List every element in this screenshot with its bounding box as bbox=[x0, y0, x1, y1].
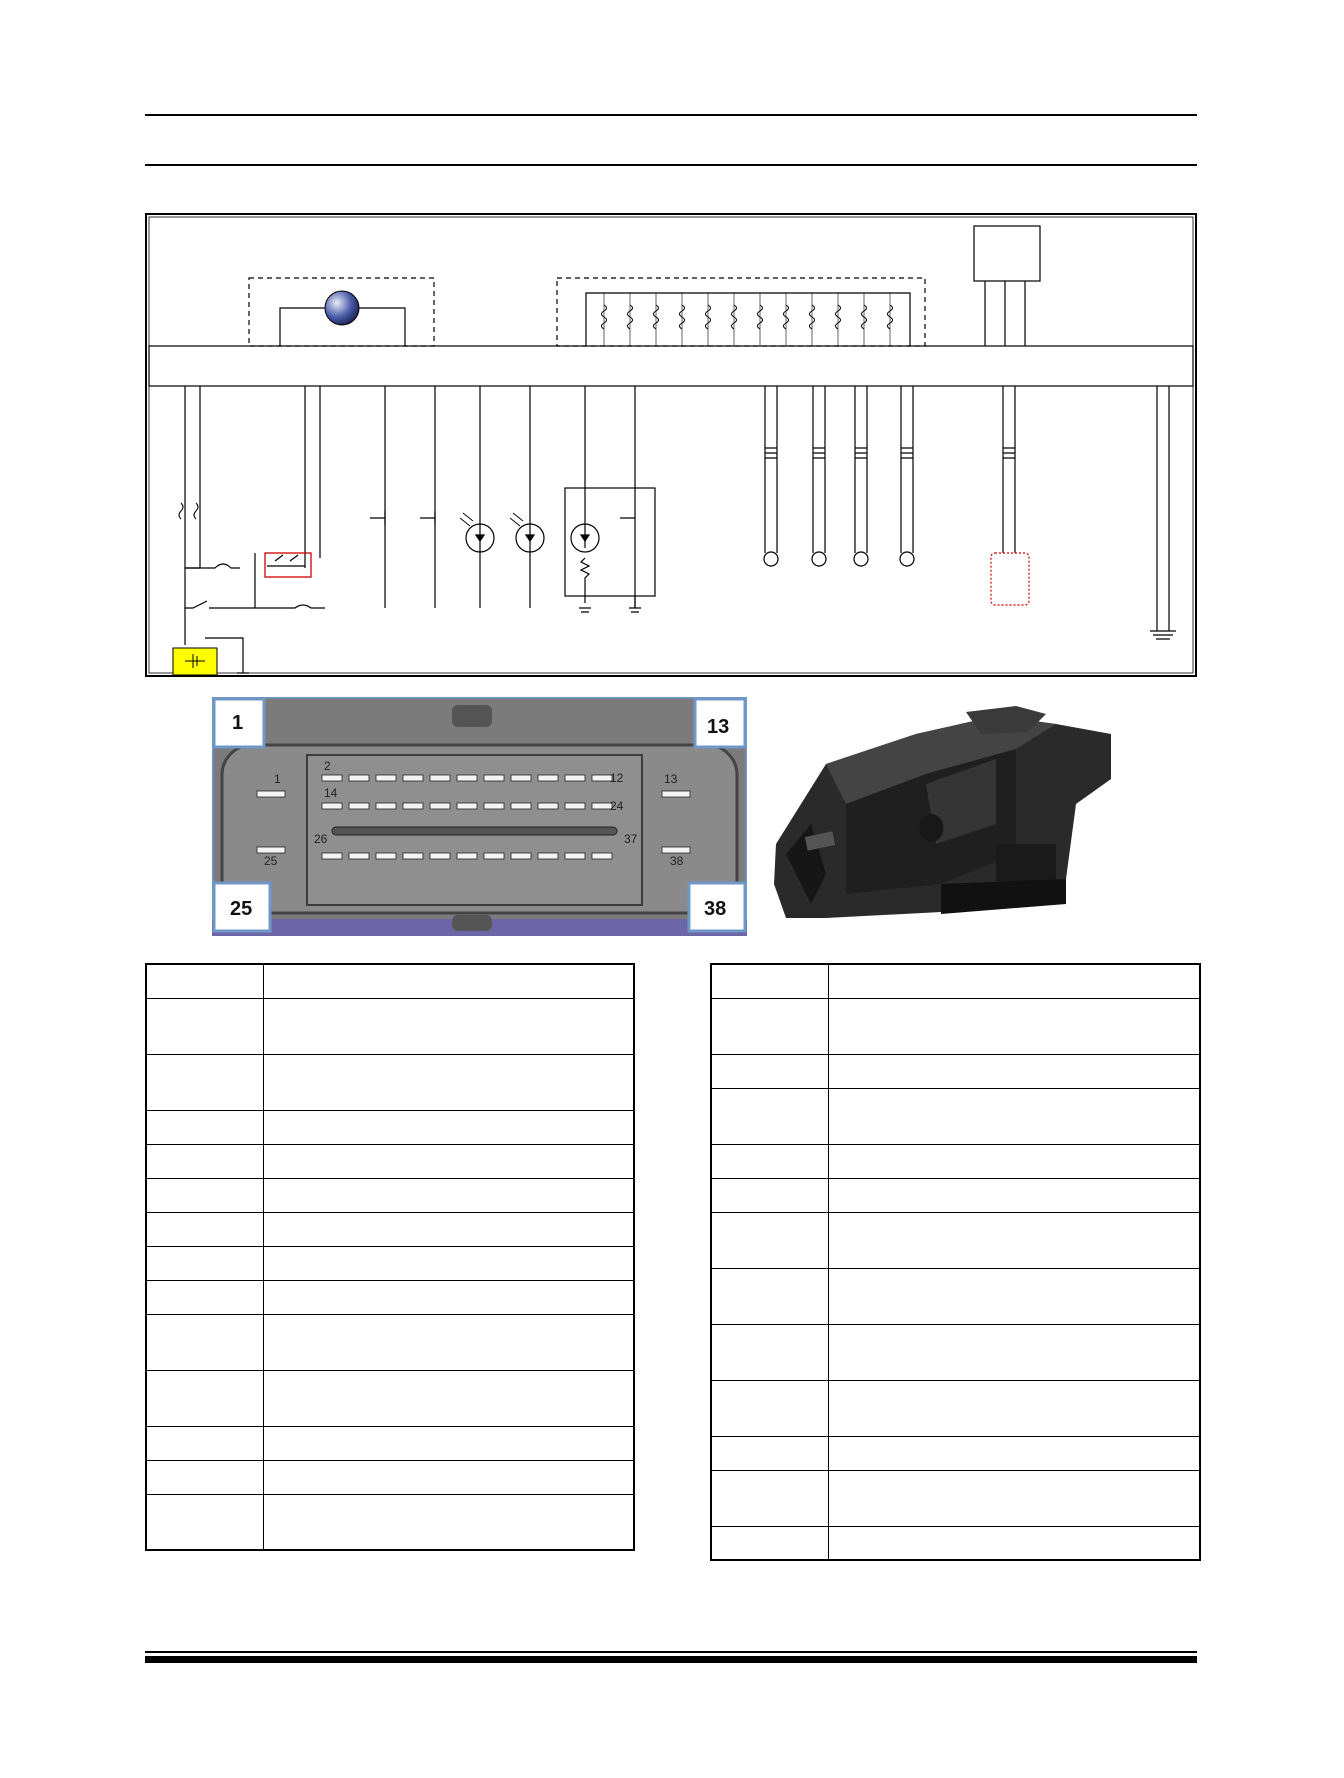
table-cell bbox=[829, 964, 1201, 998]
pin-label: 1 bbox=[274, 772, 281, 786]
table-cell bbox=[264, 1054, 635, 1110]
corner-label-25: 25 bbox=[230, 898, 253, 920]
table-cell bbox=[264, 964, 635, 998]
table-cell bbox=[146, 1460, 264, 1494]
pin-table-left bbox=[145, 963, 635, 1551]
table-row bbox=[711, 1436, 1200, 1470]
table-cell bbox=[711, 1088, 829, 1144]
table-row bbox=[146, 1178, 634, 1212]
table-cell bbox=[711, 1470, 829, 1526]
table-cell bbox=[264, 1280, 635, 1314]
table-row bbox=[146, 1110, 634, 1144]
table-cell bbox=[829, 1212, 1201, 1268]
table-cell bbox=[146, 1494, 264, 1550]
table-cell bbox=[264, 1426, 635, 1460]
table-row bbox=[711, 1268, 1200, 1324]
table-cell bbox=[146, 1280, 264, 1314]
table-cell bbox=[264, 1460, 635, 1494]
table-cell bbox=[264, 1494, 635, 1550]
table-cell bbox=[146, 1054, 264, 1110]
table-cell bbox=[264, 998, 635, 1054]
table-row bbox=[711, 1054, 1200, 1088]
table-row bbox=[711, 998, 1200, 1054]
table-cell bbox=[829, 1380, 1201, 1436]
table-row bbox=[711, 1088, 1200, 1144]
table-row bbox=[146, 964, 634, 998]
table-cell bbox=[264, 1178, 635, 1212]
connector-housing-illustration bbox=[766, 704, 1116, 940]
table-cell bbox=[829, 1054, 1201, 1088]
table-row bbox=[711, 1380, 1200, 1436]
table-cell bbox=[146, 964, 264, 998]
table-cell bbox=[711, 1526, 829, 1560]
table-cell bbox=[146, 1178, 264, 1212]
table-cell bbox=[829, 1144, 1201, 1178]
table-cell bbox=[146, 1144, 264, 1178]
table-cell bbox=[711, 998, 829, 1054]
pin-label: 14 bbox=[324, 786, 338, 800]
table-cell bbox=[829, 1268, 1201, 1324]
footer-rule-thin bbox=[145, 1651, 1197, 1653]
table-cell bbox=[264, 1110, 635, 1144]
table-cell bbox=[711, 1212, 829, 1268]
table-cell bbox=[829, 1088, 1201, 1144]
pin-label: 38 bbox=[670, 854, 684, 868]
table-row bbox=[711, 1470, 1200, 1526]
table-row bbox=[711, 1144, 1200, 1178]
pin-table-right bbox=[710, 963, 1201, 1561]
corner-label-38: 38 bbox=[704, 898, 727, 920]
table-cell bbox=[264, 1370, 635, 1426]
table-cell bbox=[146, 1314, 264, 1370]
table-cell bbox=[264, 1246, 635, 1280]
table-cell bbox=[829, 1178, 1201, 1212]
table-cell bbox=[829, 998, 1201, 1054]
header-rule-top bbox=[145, 114, 1197, 116]
table-cell bbox=[711, 964, 829, 998]
table-row bbox=[146, 1494, 634, 1550]
footer-rule-thick bbox=[145, 1656, 1197, 1663]
table-cell bbox=[146, 1426, 264, 1460]
table-cell bbox=[711, 1380, 829, 1436]
table-cell bbox=[264, 1144, 635, 1178]
table-row bbox=[146, 1426, 634, 1460]
pin-label: 2 bbox=[324, 759, 331, 773]
table-row bbox=[711, 964, 1200, 998]
table-row bbox=[711, 1324, 1200, 1380]
table-row bbox=[146, 998, 634, 1054]
corner-label-1: 1 bbox=[232, 712, 244, 734]
table-cell bbox=[829, 1324, 1201, 1380]
table-row bbox=[711, 1178, 1200, 1212]
table-row bbox=[146, 1314, 634, 1370]
pin-label: 25 bbox=[264, 854, 278, 868]
pin-label: 26 bbox=[314, 832, 328, 846]
table-cell bbox=[711, 1178, 829, 1212]
table-row bbox=[146, 1246, 634, 1280]
pin-label: 24 bbox=[610, 799, 624, 813]
table-row bbox=[146, 1212, 634, 1246]
table-row bbox=[146, 1054, 634, 1110]
table-cell bbox=[264, 1212, 635, 1246]
table-cell bbox=[829, 1436, 1201, 1470]
table-cell bbox=[146, 1212, 264, 1246]
pin-label: 12 bbox=[610, 771, 624, 785]
table-cell bbox=[711, 1054, 829, 1088]
table-cell bbox=[711, 1324, 829, 1380]
table-cell bbox=[711, 1436, 829, 1470]
header-rule-bottom bbox=[145, 164, 1197, 166]
corner-label-13: 13 bbox=[707, 716, 730, 738]
table-row bbox=[146, 1370, 634, 1426]
table-cell bbox=[146, 1370, 264, 1426]
ignition-switch-highlight bbox=[265, 553, 311, 577]
table-row bbox=[711, 1212, 1200, 1268]
table-row bbox=[711, 1526, 1200, 1560]
table-cell bbox=[146, 998, 264, 1054]
connector-pin-face bbox=[212, 697, 747, 936]
table-cell bbox=[146, 1110, 264, 1144]
table-cell bbox=[829, 1526, 1201, 1560]
pin-label: 37 bbox=[624, 832, 638, 846]
wiring-schematic bbox=[145, 213, 1197, 677]
table-cell bbox=[264, 1314, 635, 1370]
table-row bbox=[146, 1144, 634, 1178]
pin-label: 13 bbox=[664, 772, 678, 786]
table-cell bbox=[711, 1268, 829, 1324]
table-cell bbox=[146, 1246, 264, 1280]
table-cell bbox=[711, 1144, 829, 1178]
motor-symbol bbox=[325, 291, 359, 325]
table-row bbox=[146, 1280, 634, 1314]
sensor-highlight bbox=[991, 553, 1029, 605]
table-cell bbox=[829, 1470, 1201, 1526]
table-row bbox=[146, 1460, 634, 1494]
